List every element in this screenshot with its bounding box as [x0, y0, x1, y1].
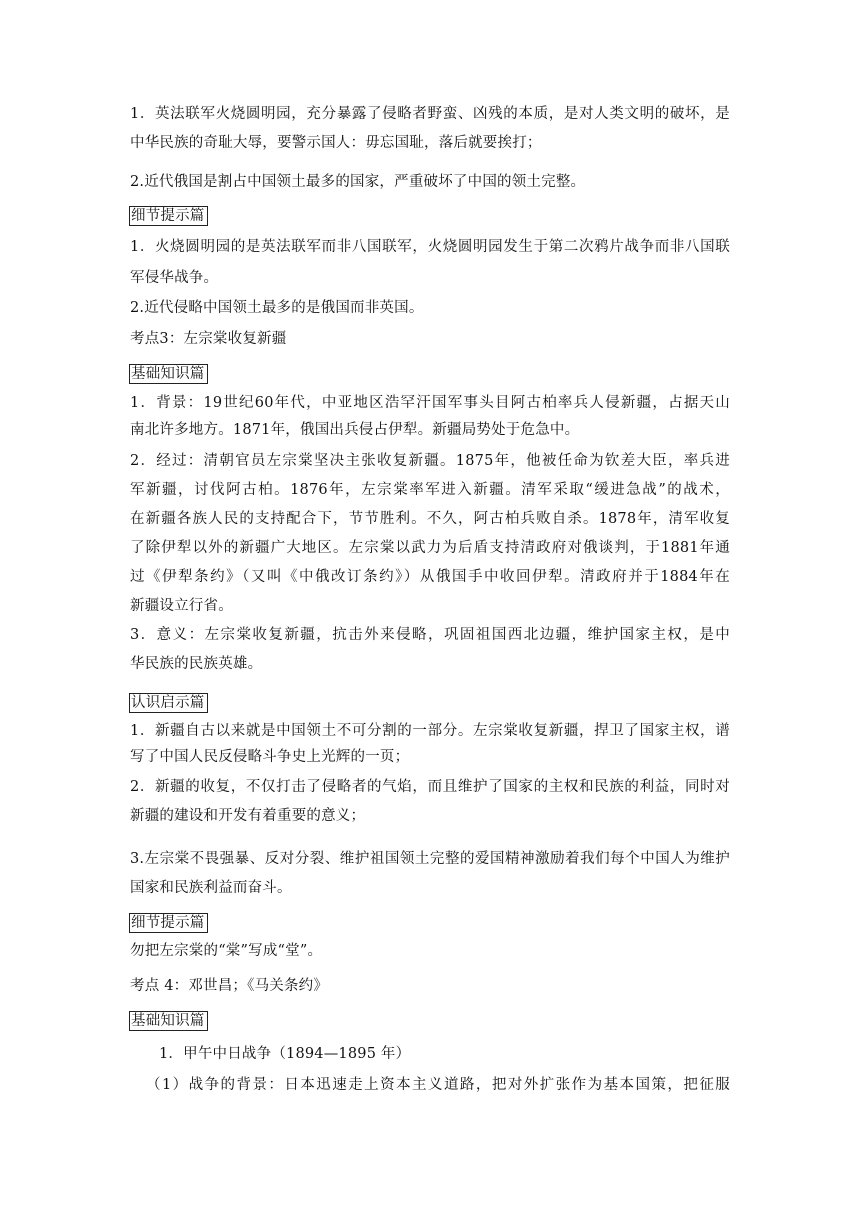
text-line: 3．意义：左宗棠收复新疆，抗击外来侵略，巩固祖国西北边疆，维护国家主权，是中	[130, 627, 730, 643]
text-line: 军新疆，讨伐阿古柏。1876年，左宗棠率军进入新疆。清军采取“缓进急战”的战术，	[130, 482, 730, 498]
text-line: 3.左宗棠不畏强暴、反对分裂、维护祖国领土完整的爱国精神激励着我们每个中国人为维护	[130, 851, 730, 867]
text-line: 2.近代侵略中国领土最多的是俄国而非英国。	[130, 300, 424, 316]
text-line: 1．甲午中日战争（1894—1895 年）	[159, 1046, 411, 1062]
text-line: 新疆设立行省。	[130, 598, 233, 614]
section-tag-detail-tips: 细节提示篇	[129, 913, 208, 933]
text-line: 1．新疆自古以来就是中国领土不可分割的一部分。左宗棠收复新疆，捍卫了国家主权，谱	[130, 723, 730, 739]
section-tag-detail-tips: 细节提示篇	[129, 206, 208, 226]
text-line: 在新疆各族人民的支持配合下，节节胜利。不久，阿古柏兵败自杀。1878年，清军收复	[130, 511, 730, 527]
text-line: 过《伊犁条约》（又叫《中俄改订条约》）从俄国手中收回伊犁。清政府并于1884年在	[130, 569, 730, 585]
text-line: 2．经过：清朝官员左宗棠坚决主张收复新疆。1875年，他被任命为钦差大臣，率兵进	[130, 453, 730, 469]
text-line: 南北许多地方。1871年，俄国出兵侵占伊犁。新疆局势处于危急中。	[130, 422, 580, 438]
text-line: （1）战争的背景：日本迅速走上资本主义道路，把对外扩张作为基本国策，把征服	[146, 1077, 730, 1093]
topic-heading: 考点 4：邓世昌；《马关条约》	[130, 978, 329, 994]
text-line: 国家和民族利益而奋斗。	[130, 880, 292, 896]
text-line: 勿把左宗棠的“棠”写成“堂”。	[130, 943, 323, 959]
text-line: 新疆的建设和开发有着重要的意义；	[130, 808, 366, 824]
topic-heading: 考点3：左宗棠收复新疆	[130, 331, 287, 347]
section-tag-insights: 认识启示篇	[129, 693, 208, 713]
section-tag-basic-knowledge: 基础知识篇	[129, 1011, 208, 1031]
text-line: 1．背景：19世纪60年代，中亚地区浩罕汗国军事头目阿古柏率兵人侵新疆，占据天山	[130, 395, 730, 411]
text-line: 1．英法联军火烧圆明园，充分暴露了侵略者野蛮、凶残的本质，是对人类文明的破坏，是	[130, 106, 730, 122]
text-line: 2.近代俄国是割占中国领土最多的国家，严重破坏了中国的领土完整。	[130, 174, 586, 190]
text-line: 华民族的民族英雄。	[130, 656, 263, 672]
text-line: 1．火烧圆明园的是英法联军而非八国联军，火烧圆明园发生于第二次鸦片战争而非八国联	[130, 239, 730, 255]
section-tag-basic-knowledge: 基础知识篇	[129, 364, 208, 384]
text-line: 2．新疆的收复，不仅打击了侵略者的气焰，而且维护了国家的主权和民族的利益，同时对	[130, 779, 730, 795]
text-line: 了除伊犁以外的新疆广大地区。左宗棠以武力为后盾支持清政府对俄谈判，于1881年通	[130, 540, 730, 556]
text-line: 写了中国人民反侵略斗争史上光辉的一页；	[130, 749, 410, 765]
text-line: 中华民族的奇耻大辱，要警示国人：毋忘国耻，落后就要挨打；	[130, 135, 542, 151]
text-line: 军侵华战争。	[130, 270, 219, 286]
